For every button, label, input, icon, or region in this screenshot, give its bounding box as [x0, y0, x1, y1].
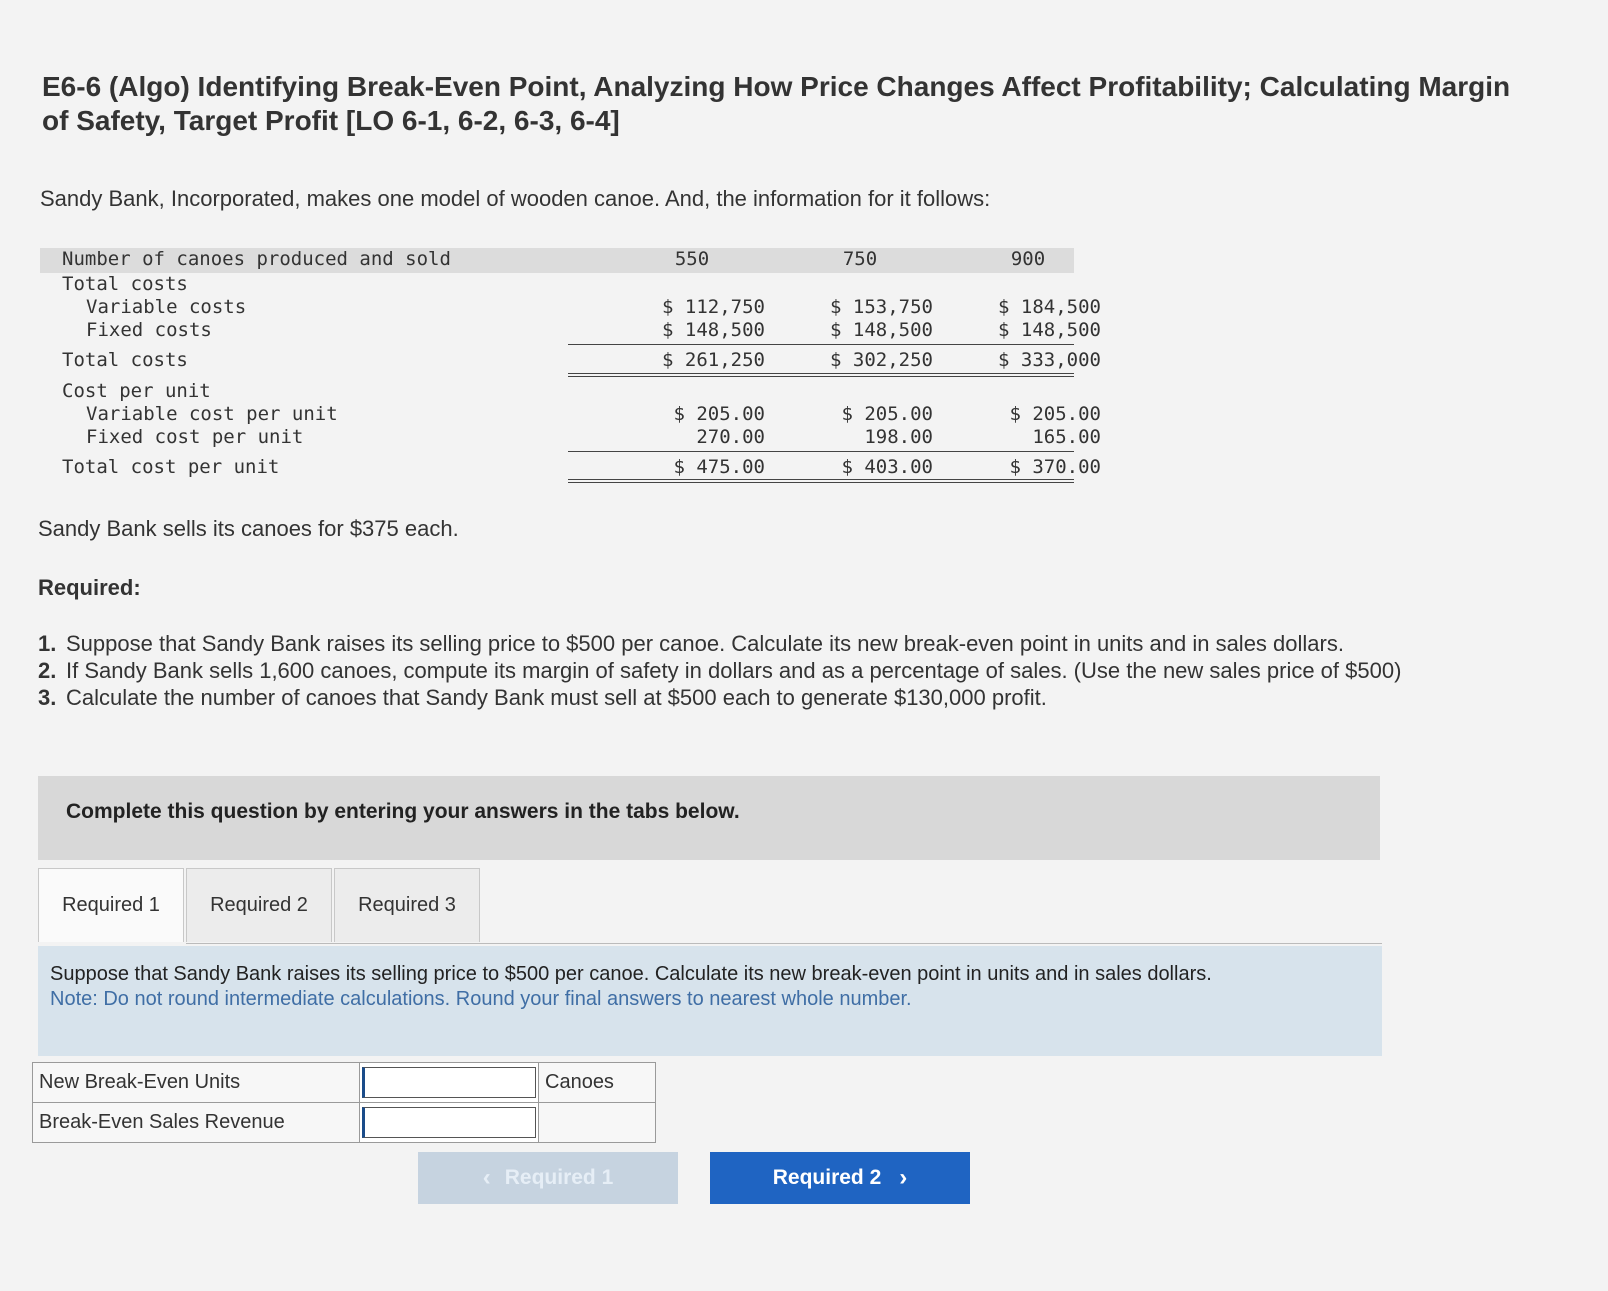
chevron-left-icon: ‹ — [482, 1164, 491, 1191]
table-cell: $ 333,000 — [998, 349, 1101, 371]
fixed-per-unit-label: Fixed cost per unit — [86, 426, 304, 448]
divider — [568, 451, 1074, 452]
variable-per-unit-label: Variable cost per unit — [86, 403, 338, 425]
prev-required-button[interactable] — [418, 1152, 678, 1204]
table-cell: $ 403.00 — [841, 456, 933, 478]
item-text: If Sandy Bank sells 1,600 canoes, compute its margin of safety in dollars and as a percentage of sales. (Use the new sales price of $500) — [66, 658, 1402, 683]
table-cell: $ 205.00 — [673, 403, 765, 425]
table-cell: $ 148,500 — [662, 319, 765, 341]
table-cell: 165.00 — [1032, 426, 1101, 448]
total-per-unit-label: Total cost per unit — [62, 456, 280, 478]
question-note: Note: Do not round intermediate calculations. Round your final answers to nearest whole number. — [50, 988, 912, 1010]
table-cell: $ 153,750 — [830, 296, 933, 318]
table-cell: $ 205.00 — [841, 403, 933, 425]
cost-table — [40, 248, 1101, 479]
input-cell — [360, 1103, 539, 1143]
tab-required-3[interactable]: Required 3 — [334, 868, 480, 942]
chevron-right-icon: › — [899, 1164, 908, 1191]
fixed-costs-label: Fixed costs — [86, 319, 212, 341]
table-cell: $ 370.00 — [1009, 456, 1101, 478]
table-cell: 270.00 — [696, 426, 765, 448]
next-button-label: Required 2 — [772, 1166, 882, 1189]
break-even-revenue-input[interactable] — [362, 1107, 536, 1138]
cost-per-unit-heading: Cost per unit — [62, 380, 211, 402]
item-number: 2. — [38, 658, 57, 683]
table-cell: $ 112,750 — [662, 296, 765, 318]
break-even-revenue-label: Break-Even Sales Revenue — [33, 1103, 360, 1143]
table-row — [40, 296, 1101, 319]
header-col-750: 750 — [842, 248, 878, 270]
instruction-text: Complete this question by entering your answers in the tabs below. — [66, 800, 740, 823]
divider — [186, 943, 1382, 944]
selling-price-text: Sandy Bank sells its canoes for $375 each. — [38, 516, 459, 541]
item-number: 3. — [38, 685, 57, 710]
instruction-banner — [38, 776, 1380, 860]
prev-button-label: Required 1 — [504, 1166, 614, 1189]
unit-label — [539, 1103, 656, 1143]
table-cell: $ 302,250 — [830, 349, 933, 371]
item-text: Suppose that Sandy Bank raises its selling price to $500 per canoe. Calculate its new break-even point in units and in sales dollars. — [66, 631, 1344, 656]
list-item — [38, 657, 1538, 684]
table-row — [40, 319, 1101, 342]
table-row — [40, 426, 1101, 449]
tab-required-2[interactable]: Required 2 — [186, 868, 332, 942]
item-number: 1. — [38, 631, 57, 656]
variable-costs-label: Variable costs — [86, 296, 247, 318]
question-text: Suppose that Sandy Bank raises its selling price to $500 per canoe. Calculate its new break-even point in units and in sales dollars. — [50, 963, 1212, 985]
total-costs-label: Total costs — [62, 349, 188, 371]
required-list — [38, 630, 1538, 711]
divider — [568, 373, 1074, 374]
table-cell: $ 148,500 — [998, 319, 1101, 341]
table-row — [40, 456, 1101, 479]
input-cell — [360, 1063, 539, 1103]
break-even-units-label: New Break-Even Units — [33, 1063, 360, 1103]
tab-required-1[interactable]: Required 1 — [38, 868, 184, 942]
table-cell: $ 205.00 — [1009, 403, 1101, 425]
intro-text: Sandy Bank, Incorporated, makes one model of wooden canoe. And, the information for it follows: — [40, 186, 991, 211]
header-col-550: 550 — [674, 248, 710, 270]
break-even-units-input[interactable] — [362, 1067, 536, 1098]
table-row — [40, 349, 1101, 372]
table-cell: $ 184,500 — [998, 296, 1101, 318]
table-cell: $ 148,500 — [830, 319, 933, 341]
unit-label: Canoes — [539, 1063, 656, 1103]
table-row — [40, 403, 1101, 426]
item-text: Calculate the number of canoes that Sandy Bank must sell at $500 each to generate $130,000 profit. — [66, 685, 1047, 710]
answer-table — [32, 1062, 656, 1143]
divider — [568, 344, 1074, 345]
table-row — [33, 1063, 656, 1103]
table-cell: $ 261,250 — [662, 349, 765, 371]
divider — [568, 479, 1074, 480]
table-row — [40, 380, 1074, 403]
required-heading: Required: — [38, 575, 141, 600]
header-col-900: 900 — [1010, 248, 1046, 270]
page-title: E6-6 (Algo) Identifying Break-Even Point, Analyzing How Price Changes Affect Profitability; Calculating Margin of Safety, Target Profit [LO 6-1, 6-2, 6-3, 6-4] — [42, 71, 1511, 136]
total-costs-heading: Total costs — [62, 273, 188, 295]
header-label: Number of canoes produced and sold — [62, 248, 451, 270]
divider — [568, 482, 1074, 483]
table-cell: $ 475.00 — [673, 456, 765, 478]
cost-table-header — [40, 248, 1074, 273]
question-panel — [38, 946, 1382, 1056]
table-cell: 198.00 — [864, 426, 933, 448]
divider — [568, 376, 1074, 377]
next-required-button[interactable] — [710, 1152, 970, 1204]
table-row — [40, 273, 1074, 296]
list-item — [38, 684, 1538, 711]
table-row — [33, 1103, 656, 1143]
list-item — [38, 630, 1538, 657]
